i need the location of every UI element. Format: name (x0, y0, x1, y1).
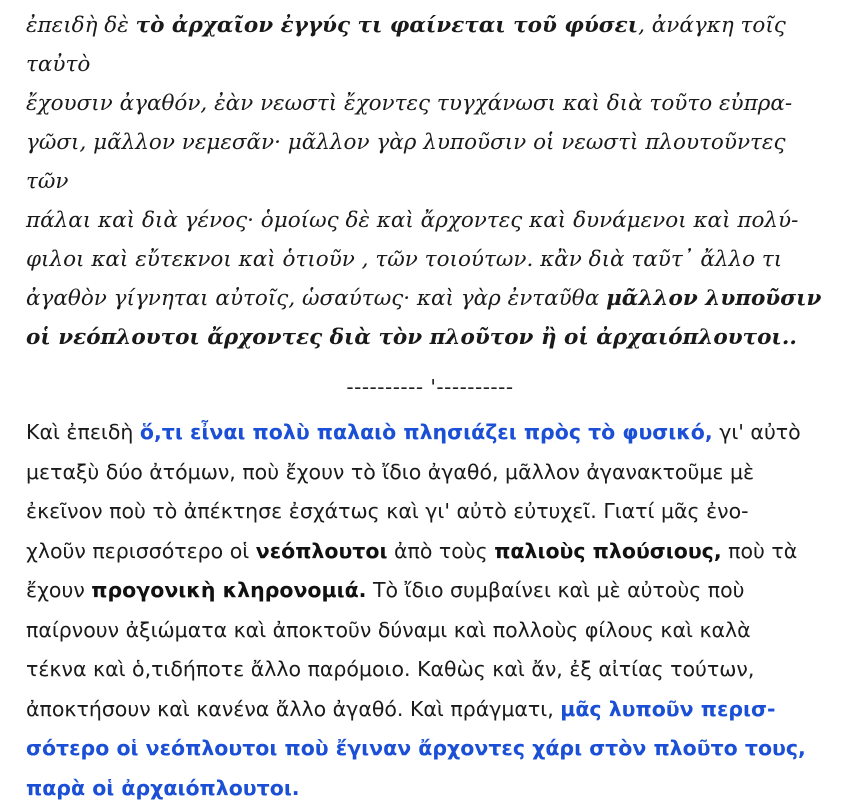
modern-line-1-highlight: ὅ,τι εἶναι πολὺ παλαιὸ πλησιάζει πρὸς τὸ φυσικό, (139, 420, 713, 444)
ancient-line-4: πάλαι καὶ διὰ γένος· ὁμοίως δὲ καὶ ἄρχοντες καὶ δυνάμενοι καὶ πολύ- (26, 208, 799, 233)
modern-line-4-bold-1: νεόπλουτοι (255, 538, 388, 563)
modern-line-8-part-1: ἀποκτήσουν καὶ κανένα ἄλλο ἀγαθό. Καὶ πράγματι, (26, 696, 561, 721)
section-divider: ---------- '---------- (346, 375, 514, 399)
modern-line-5-part-1: ἔχουν (26, 578, 92, 602)
ancient-line-2: ἔχουσιν ἀγαθόν, ἐὰν νεωστὶ ἔχοντες τυγχάνωσι καὶ διὰ τοῦτο εὐπρα- (26, 91, 793, 116)
modern-line-7: τέκνα καὶ ὁ,τιδήποτε ἄλλο παρόμοιο. Καθὼς καὶ ἄν, ἐξ αἰτίας τούτων, (26, 657, 755, 681)
modern-line-10-highlight: παρὰ οἱ ἀρχαιόπλουτοι. (26, 775, 300, 800)
modern-line-3: ἐκεῖνον ποὺ τὸ ἀπέκτησε ἐσχάτως καὶ γι' αὐτὸ εὐτυχεῖ. Γιατί μᾶς ἐνο- (26, 499, 749, 523)
ancient-line-7-bold: οἱ νεόπλουτοι ἄρχοντες διὰ τὸν πλοῦτον ἢ οἱ ἀρχαιόπλουτοι.. (26, 325, 797, 350)
modern-greek-paragraph (26, 413, 834, 808)
ancient-line-1-part-3: , ἀνάγκη τοῖς ταὐτὸ (26, 13, 786, 77)
modern-line-4-part-3: ἀπὸ τοὺς (387, 538, 495, 563)
ancient-line-1-part-1: ἐπειδὴ δὲ (26, 13, 136, 38)
modern-line-5-part-3: Τὸ ἴδιο συμβαίνει καὶ μὲ αὐτοὺς ποὺ (366, 578, 745, 602)
ancient-line-6-part-1: ἀγαθὸν γίγνηται αὐτοῖς, ὡσαύτως· καὶ γὰρ ἐνταῦθα (26, 286, 607, 311)
modern-line-2: μεταξὺ δύο ἀτόμων, ποὺ ἔχουν τὸ ἴδιο ἀγαθό, μᾶλλον ἀγανακτοῦμε μὲ (26, 459, 755, 484)
modern-line-8-highlight: μᾶς λυποῦν περισ- (560, 696, 776, 721)
ancient-line-5: φιλοι καὶ εὔτεκνοι καὶ ὁτιοῦν , τῶν τοιούτων. κἂν διὰ ταῦτ᾽ ἄλλο τι (26, 247, 783, 272)
modern-line-9-highlight: σότερο οἱ νεόπλουτοι ποὺ ἔγιναν ἄρχοντες χάρι στὸν πλοῦτο τους, (26, 736, 806, 760)
ancient-line-1-bold: τὸ ἀρχαῖον ἐγγύς τι φαίνεται τοῦ φύσει (135, 13, 639, 38)
modern-line-1-part-3: γι' αὐτὸ (712, 420, 801, 444)
modern-line-6: παίρνουν ἀξιώματα καὶ ἀποκτοῦν δύναμι καὶ πολλοὺς φίλους καὶ καλὰ (26, 617, 751, 642)
modern-line-4-part-5: ποὺ τὰ (721, 538, 798, 563)
modern-line-5-bold: προγονικὴ κληρονομιά. (91, 578, 367, 602)
ancient-line-3: γῶσι, μᾶλλον νεμεσᾶν· μᾶλλον γὰρ λυποῦσιν οἱ νεωστὶ πλουτοῦντες τῶν (26, 130, 786, 194)
ancient-greek-paragraph (26, 6, 834, 357)
ancient-line-6-bold: μᾶλλον λυποῦσιν (606, 286, 822, 311)
left-margin-rail (0, 0, 6, 738)
modern-line-1-part-1: Καὶ ἐπειδὴ (26, 420, 140, 444)
modern-line-4-bold-2: παλιοὺς πλούσιους, (494, 538, 722, 563)
modern-line-4-part-1: χλοῦν περισσότερο οἱ (26, 538, 256, 563)
